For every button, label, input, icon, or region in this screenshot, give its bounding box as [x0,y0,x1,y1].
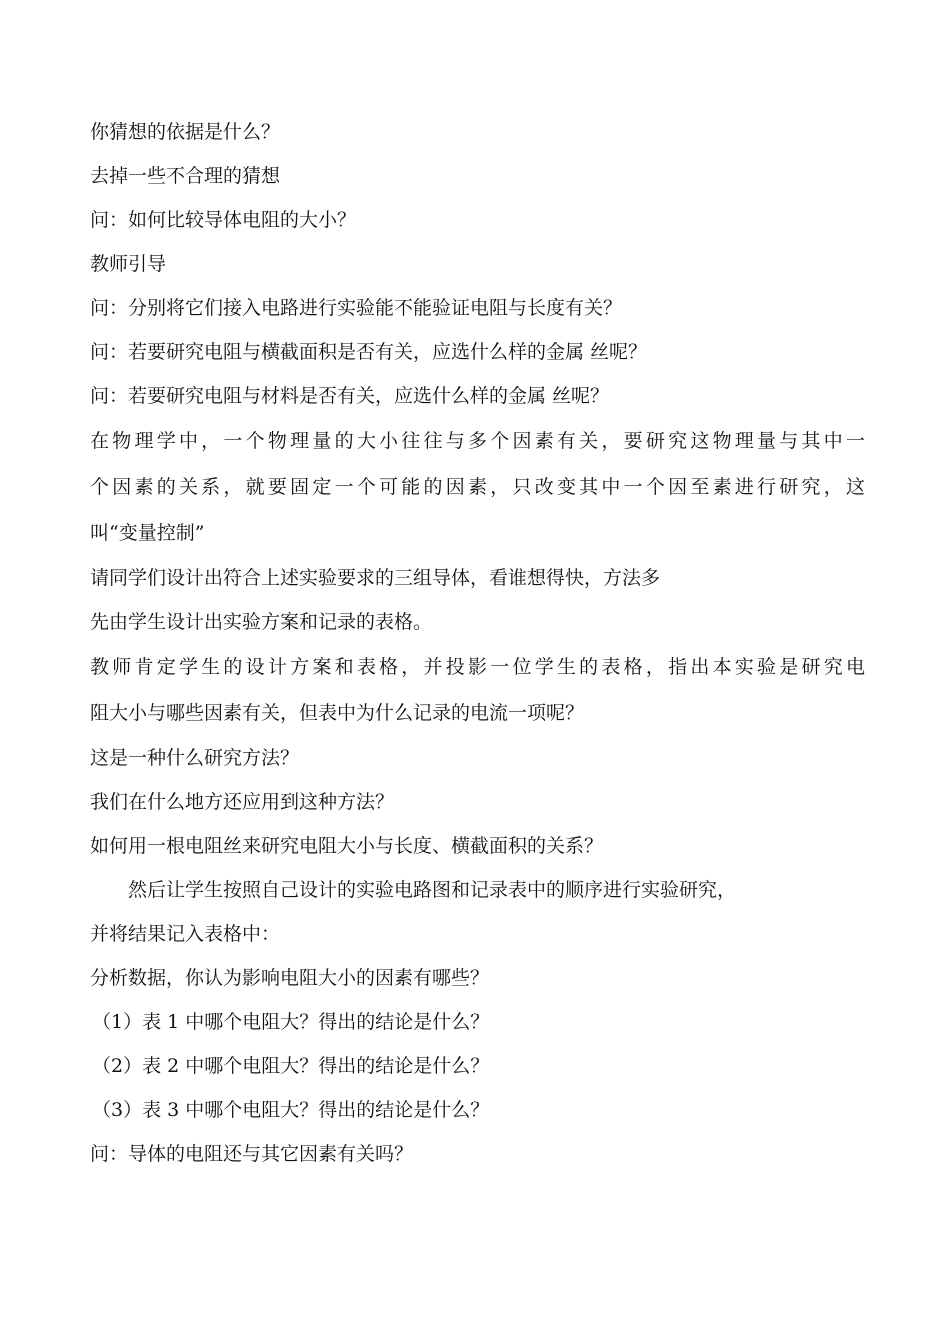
text-line-10: 叫“变量控制” [90,522,205,544]
text-line-16: 我们在什么地方还应用到这种方法？ [90,791,395,813]
text-line-21: （1）表 1 中哪个电阻大？得出的结论是什么？ [92,1011,490,1033]
document-body [90,110,865,1176]
text-line-3: 问：如何比较导体电阻的大小？ [90,209,357,231]
text-line-9: 个因素的关系，就要固定一个可能的因素，只改变其中一个因至素进行研究，这 [90,476,865,498]
text-line-5: 问：分别将它们接入电路进行实验能不能验证电阻与长度有关？ [90,297,623,319]
text-line-4: 教师引导 [90,253,167,275]
text-line-23: （3）表 3 中哪个电阻大？得出的结论是什么？ [92,1099,490,1121]
text-line-1: 你猜想的依据是什么？ [90,121,281,143]
text-line-15: 这是一种什么研究方法？ [90,747,300,769]
text-line-17: 如何用一根电阻丝来研究电阻大小与长度、横截面积的关系？ [90,835,604,857]
text-line-20: 分析数据，你认为影响电阻大小的因素有哪些？ [90,967,490,989]
text-line-18: 然后让学生按照自己设计的实验电路图和记录表中的顺序进行实验研究， [128,879,737,901]
text-line-22: （2）表 2 中哪个电阻大？得出的结论是什么？ [92,1055,490,1077]
text-line-19: 并将结果记入表格中： [90,923,281,945]
text-line-6: 问：若要研究电阻与横截面积是否有关，应选什么样的金属 丝呢？ [90,341,648,363]
text-line-12: 先由学生设计出实验方案和记录的表格。 [90,611,433,633]
text-line-2: 去掉一些不合理的猜想 [90,165,281,187]
text-line-24: 问：导体的电阻还与其它因素有关吗？ [90,1143,414,1165]
text-line-14: 阻大小与哪些因素有关，但表中为什么记录的电流一项呢？ [90,702,585,724]
text-line-8: 在物理学中，一个物理量的大小往往与多个因素有关，要研究这物理量与其中一 [90,430,865,452]
text-line-13: 教师肯定学生的设计方案和表格，并投影一位学生的表格，指出本实验是研究电 [90,656,865,678]
text-line-7: 问：若要研究电阻与材料是否有关，应选什么样的金属 丝呢？ [90,385,610,407]
text-line-11: 请同学们设计出符合上述实验要求的三组导体，看谁想得快，方法多 [90,567,661,589]
